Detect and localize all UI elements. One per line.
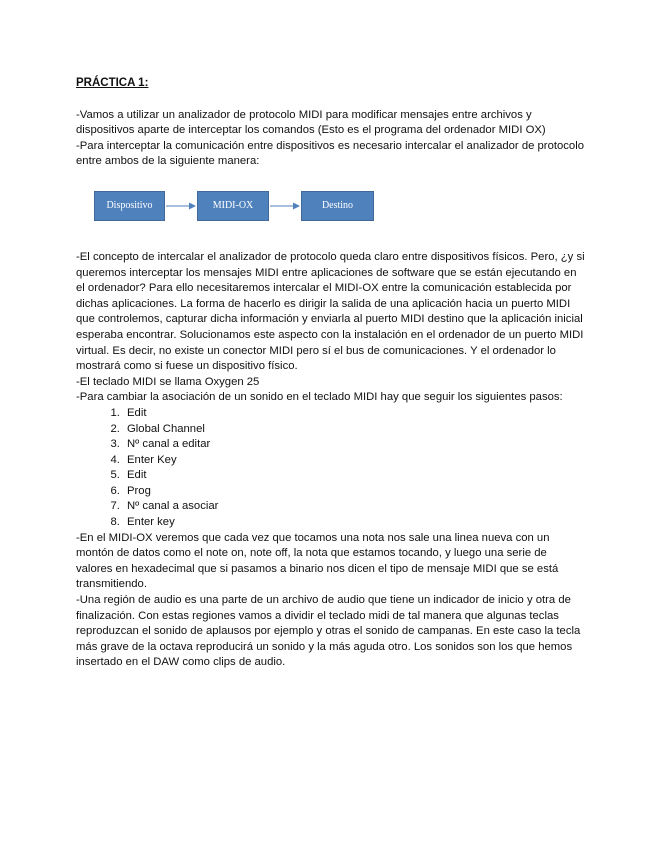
- body-paragraph-3: -Para cambiar la asociación de un sonido en el teclado MIDI hay que seguir los siguientes pasos:: [76, 391, 563, 404]
- node-destino: Destino: [301, 191, 374, 221]
- list-item: 2. Global Channel: [123, 422, 586, 438]
- list-item: 7. Nº canal a asociar: [123, 499, 586, 515]
- list-item: 6. Prog: [123, 484, 586, 500]
- flow-diagram: [76, 179, 586, 241]
- list-item: 5. Edit: [123, 468, 586, 484]
- list-item: 3. Nº canal a editar: [123, 437, 586, 453]
- body-paragraph-1: -El concepto de intercalar el analizador de protocolo queda claro entre dispositivos físicos. Pero, ¿y si queremos interceptar los mensajes MIDI entre aplicaciones de software que se están ejecutando en el ordenador? Para ello necesitaremos intercalar el MIDI-OX entre la comunicación establecida por dichas aplicaciones. La forma de hacerlo es dirigir la salida de una aplicación hacia un puerto MIDI que controlemos, capturar dicha información y enviarla al puerto MIDI destino que la aplicación inicial esperaba encontrar. Solucionamos este aspecto con la instalación en el ordenador de un puerto MIDI virtual. Es decir, no existe un conector MIDI pero sí el bus de comunicaciones. Y el ordenador lo mostrará como si fuese un dispositivo físico.: [76, 250, 585, 373]
- closing-paragraph-2: -Una región de audio es una parte de un archivo de audio que tiene un indicador de inicio y otra de finalización. Con estas regiones vamos a dividir el teclado midi de tal manera que algunas teclas reproduzcan el sonido de aplausos por ejemplo y otras el sonido de campanas. En este caso la tecla más grave de la octava reproducirá un sonido y la más aguda otro. Los sonidos son los que hemos insertado en el DAW como clips de audio.: [76, 594, 581, 669]
- body-paragraph-2: -El teclado MIDI se llama Oxygen 25: [76, 375, 260, 388]
- page-title: PRÁCTICA 1:: [76, 77, 149, 89]
- list-item: 4. Enter Key: [123, 453, 586, 469]
- list-item: 1. Edit: [123, 406, 586, 422]
- node-dispositivo: Dispositivo: [94, 191, 165, 221]
- document-content: [76, 76, 586, 671]
- intro-paragraph-2: -Para interceptar la comunicación entre dispositivos es necesario intercalar el analizador de protocolo entre ambos de la siguiente manera:: [76, 139, 585, 168]
- steps-list: [76, 406, 586, 531]
- intro-paragraph-1: -Vamos a utilizar un analizador de protocolo MIDI para modificar mensajes entre archivos y dispositivos aparte de interceptar los comandos (Esto es el programa del ordenador MIDI OX): [76, 108, 546, 137]
- node-midi-ox: MIDI-OX: [197, 191, 269, 221]
- closing-paragraph-1: -En el MIDI-OX veremos que cada vez que tocamos una nota nos sale una linea nueva con un montón de datos como el note on, note off, la nota que estamos tocando, y luego una serie de valores en hexadecimal que si pasamos a binario nos dicen el tipo de mensaje MIDI que se está transmitiendo.: [76, 531, 559, 591]
- list-item: 8. Enter key: [123, 515, 586, 531]
